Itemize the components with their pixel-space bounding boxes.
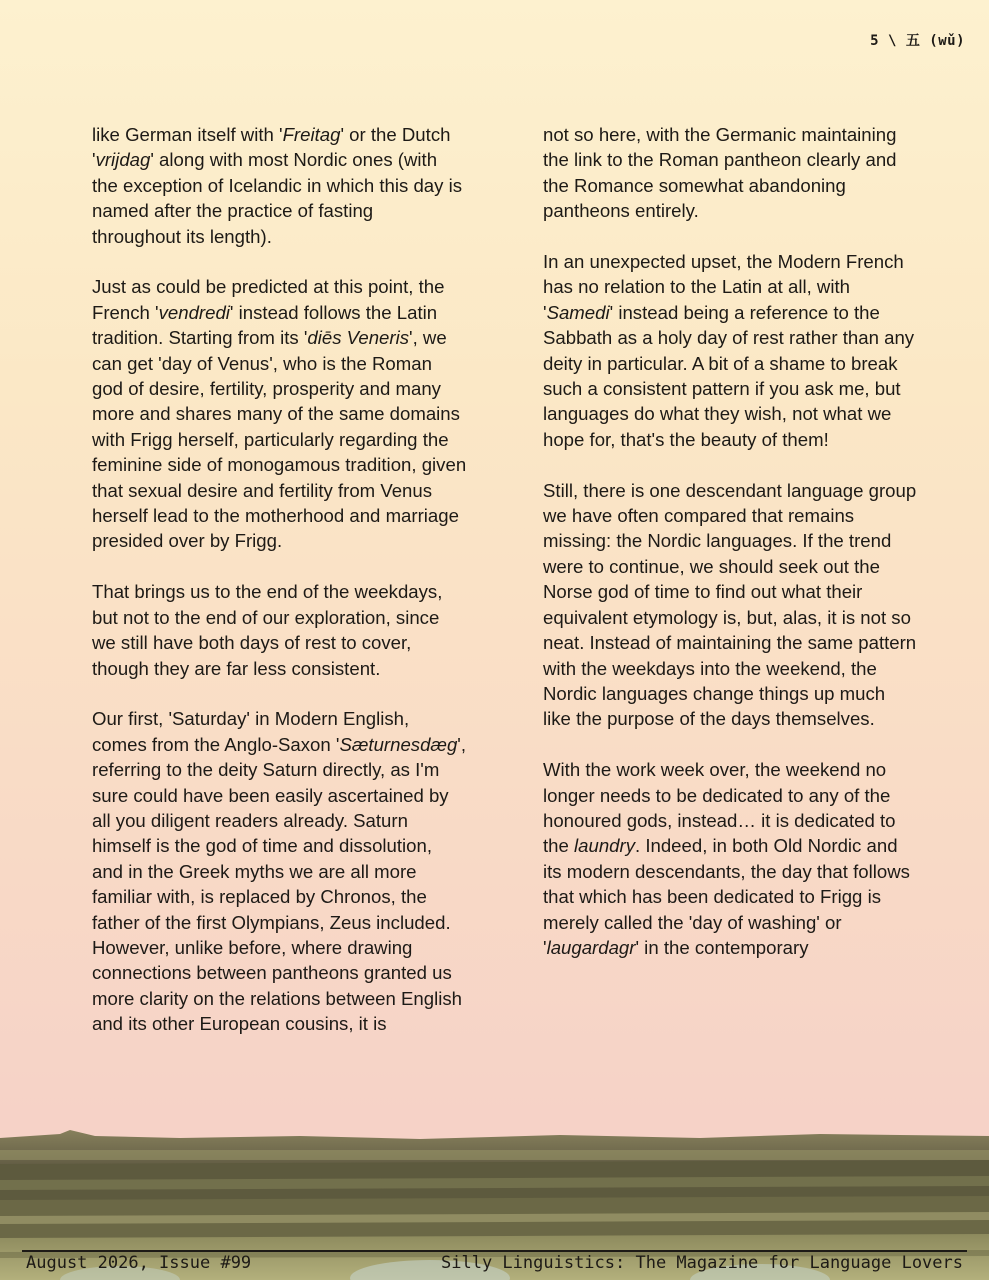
paragraph: That brings us to the end of the weekdays, but not to the end of our exploration, since we still have both days of rest to cover, though they are far less consistent.: [92, 581, 443, 679]
italic-term: vendredi: [158, 301, 230, 323]
italic-term: Freitag: [282, 124, 341, 145]
paragraph: like German itself with 'Freitag' or the Dutch 'vrijdag' along with most Nordic ones (with the exception of Icelandic in which this day is named after the practice of fasting throughout its length).: [92, 124, 463, 247]
paragraph: Our first, 'Saturday' in Modern English, comes from the Anglo-Saxon 'Sæturnesdæg', referring to the deity Saturn directly, as I'm sure could have been easily ascertained by all you diligent readers already. Saturn himself is the god of time and dissolution, and in the Greek myths we are all more familiar with, is replaced by Chronos, the father of the first Olympians, Zeus included. However, unlike before, where drawing connections between pantheons granted us more clarity on the relations between English and its other European cousins, it is: [92, 708, 467, 1035]
paragraph: In an unexpected upset, the Modern French has no relation to the Latin at all, with 'Samedi' instead being a reference to the Sabbath as a holy day of rest rather than any deity in particular. A bit of a shame to break such a consistent pattern if you ask me, but languages do what they wish, not what we hope for, that's the beauty of them!: [543, 251, 915, 450]
paragraph: With the work week over, the weekend no longer needs to be dedicated to any of the honoured gods, instead… it is dedicated to the laundry. Indeed, in both Old Nordic and its modern descendants, the day that follows that which has been dedicated to Frigg is merely called the 'day of washing' or 'laugardagr' in the contemporary: [543, 759, 910, 958]
paragraph: not so here, with the Germanic maintaining the link to the Roman pantheon clearly and the Romance somewhat abandoning pantheons entirely.: [543, 124, 897, 222]
italic-term: vrijdag: [95, 149, 151, 171]
italic-term: laugardagr: [546, 936, 636, 958]
italic-term: diēs Veneris: [307, 327, 410, 349]
italic-term: Sæturnesdæg: [339, 733, 458, 755]
issue-label: August 2026, Issue #99: [26, 1253, 252, 1273]
right-column: [543, 122, 918, 986]
paragraph: Just as could be predicted at this point, the French 'vendredi' instead follows the Latin tradition. Starting from its 'diēs Veneris', we can get 'day of Venus', who is the Roman god of desire, fertility, prosperity and many more and shares many of the same domains with Frigg herself, particularly regarding the feminine side of monogamous tradition, given that sexual desire and fertility from Venus herself lead to the motherhood and marriage presided over by Frigg.: [92, 276, 467, 552]
italic-term: Samedi: [546, 301, 610, 323]
left-column: [92, 122, 467, 1062]
paragraph: Still, there is one descendant language group we have often compared that remains missing: the Nordic languages. If the trend were to continue, we should seek out the Norse god of time to find out what their equivalent etymology is, but, alas, it is not so neat. Instead of maintaining the same pattern with the weekdays into the weekend, the Nordic languages change things up much like the purpose of the days themselves.: [543, 479, 917, 730]
page-number: 5 \ 五 (wǔ): [870, 33, 965, 49]
magazine-title: Silly Linguistics: The Magazine for Language Lovers: [441, 1253, 963, 1273]
italic-term: laundry: [574, 835, 635, 857]
footer-rule: [22, 1250, 967, 1252]
